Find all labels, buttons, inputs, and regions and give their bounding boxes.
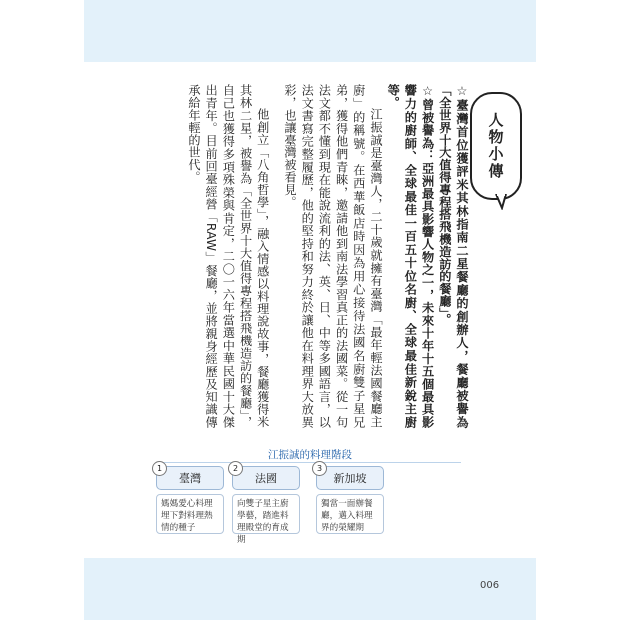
stage-description: 媽媽愛心料理埋下對料理熱情的種子 bbox=[156, 494, 224, 534]
stage-header bbox=[316, 466, 384, 490]
bubble-label: 人物小傳 bbox=[486, 112, 505, 180]
top-band bbox=[84, 0, 536, 62]
vertical-text-block bbox=[140, 84, 470, 428]
page-number: 006 bbox=[480, 580, 500, 591]
stage-name: 新加坡 bbox=[333, 472, 367, 485]
stage-description: 向雙子星主廚學藝，踏進料理殿堂的育成期 bbox=[232, 494, 300, 534]
stage-name: 臺灣 bbox=[179, 472, 201, 485]
bottom-band bbox=[84, 558, 536, 620]
stage-number: 1 bbox=[152, 461, 167, 476]
body-paragraph-1: 江振誠是臺灣人，二十歲就擁有臺灣「最年輕法國餐廳主廚」的稱號。在西華飯店時因為用心接待法國名廚雙子星兄弟，獲得他們青睞，邀請他到南法學習真正的法國菜。從一句法文都不懂到現在能說流利的法、英、日、中等多國語言，以法文書寫完整履歷，他的堅持和努力終於讓他在料理界大放異彩，也讓臺灣被看見。 bbox=[282, 84, 383, 428]
highlight-paragraph-2: ☆曾被譽為：亞洲最具影響人物之一，未來十年十五個最具影響力的廚師、全球最佳一百五十位名廚、全球最佳新銳主廚等。 bbox=[386, 84, 435, 428]
stage-description: 獨當一面辦餐廳，邁入料理界的榮耀期 bbox=[316, 494, 384, 534]
stage-number: 3 bbox=[312, 461, 327, 476]
speech-bubble bbox=[470, 92, 522, 200]
stage-header bbox=[232, 466, 300, 490]
stage-header bbox=[156, 466, 224, 490]
highlight-paragraph-1: ☆臺灣首位獲評米其林指南二星餐廳的創辦人，餐廳被譽為「全世界十大值得專程搭飛機造訪的餐廳」。 bbox=[437, 84, 469, 428]
stage-card-3 bbox=[316, 466, 384, 534]
body-paragraph-2: 他創立「八角哲學」，融入情感以料理說故事，餐廳獲得米其林二星，被譽為「全世界十大值得專程搭飛機造訪的餐廳」，自己也獲得多項殊榮與肯定，二〇一六年當選中華民國十大傑出青年。目前回臺經營「RAW」餐廳，並將親身經歷及知識傳承給年輕的世代。 bbox=[186, 84, 270, 428]
stage-card-2 bbox=[232, 464, 300, 545]
stages-divider bbox=[156, 462, 461, 463]
stage-card-1 bbox=[156, 466, 224, 534]
stages-title: 江振誠的料理階段 bbox=[268, 449, 352, 461]
bubble-tail-icon bbox=[494, 194, 510, 210]
stage-number: 2 bbox=[228, 461, 243, 476]
stage-name: 法國 bbox=[255, 472, 277, 485]
